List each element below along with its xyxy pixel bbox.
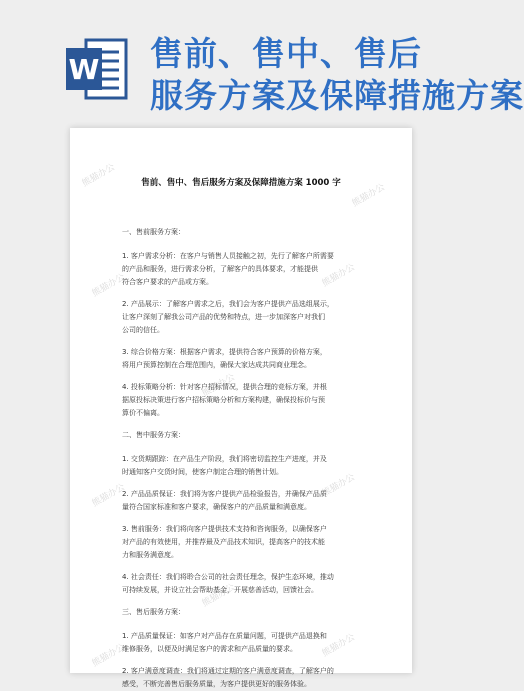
paragraph [122, 453, 365, 479]
paragraph-line: 3. 售前服务：我们将向客户提供技术支持和咨询服务，以确保客户 [122, 525, 327, 533]
paragraph [122, 381, 365, 420]
paragraph-line: 维修服务，以便及时满足客户的需求和产品质量的要求。 [122, 645, 297, 653]
paragraph [122, 298, 365, 337]
paragraph-line: 3. 综合价格方案：根据客户需求，提供符合客户预算的价格方案， [122, 348, 327, 356]
document-body [122, 226, 365, 691]
paragraph-line: 2. 产品品质保证：我们将为客户提供产品检验报告，并确保产品质 [122, 490, 327, 498]
watermark-text: 熊猫办公 [200, 582, 237, 610]
paragraph-line: 可持续发展，并设立社会帮助基金，开展慈善活动，回馈社会。 [122, 586, 318, 594]
paragraph-line: 时通知客户交货时间，使客户制定合理的销售计划。 [122, 468, 283, 476]
paragraph [122, 606, 365, 619]
paragraph-line: 公司的信任。 [122, 326, 164, 334]
paragraph-line: 力和服务满意度。 [122, 551, 178, 559]
document-title: 售前、售中、售后服务方案及保障措施方案 1000 字 [141, 178, 341, 188]
watermark-text: 熊猫办公 [320, 632, 357, 660]
paragraph-line: 4. 社会责任：我们将聆合公司的社会责任理念，保护生态环境，推动 [122, 573, 334, 581]
document-page [70, 128, 412, 688]
paragraph [122, 523, 365, 562]
watermark-text: 熊猫办公 [90, 482, 127, 510]
paragraph [122, 346, 365, 372]
paragraph-line: 感受，不断完善售后服务质量，为客户提供更好的服务体验。 [122, 680, 311, 688]
paragraph [122, 665, 365, 691]
banner-title-line2: 服务方案及保障措施方案 [150, 76, 524, 115]
paragraph-line: 将用户预算控制在合理范围内，确保大家达成共同商业理念。 [122, 361, 311, 369]
paragraph-line: 的产品和服务，进行需求分析，了解客户的具体要求，才能提供 [122, 265, 318, 273]
paragraph-line: 二、售中服务方案： [122, 431, 185, 439]
paragraph-line: 据原投标决策进行客户招标策略分析和方案构建，确保投标价与预 [122, 396, 325, 404]
paragraph-line: 1. 客户需求分析：在客户与销售人员接触之初，先行了解客户所需要 [122, 252, 334, 260]
paragraph-line: 让客户深刻了解我公司产品的优势和特点，进一步加深客户对我们 [122, 313, 325, 321]
paragraph-line: 对产品的有效使用，并推荐最及产品技术知识，提高客户的技术能 [122, 538, 325, 546]
paragraph-line: 量符合国家标准和客户要求，确保客户的产品质量和满意度。 [122, 503, 311, 511]
watermark-text: 熊猫办公 [320, 262, 357, 290]
paragraph [122, 571, 365, 597]
paragraph [122, 429, 365, 442]
word-letter: W [68, 53, 100, 86]
banner [0, 0, 524, 120]
paragraph-line: 1. 交货期跟踪：在产品生产阶段，我们将密切监控生产进度，并及 [122, 455, 327, 463]
watermark-text: 熊猫办公 [90, 642, 127, 670]
paragraph-line: 4. 投标策略分析：针对客户招标情况，提供合理的竞标方案，并根 [122, 383, 327, 391]
word-doc-icon [62, 34, 132, 104]
banner-title-line1: 售前、售中、售后 [150, 34, 422, 73]
paragraph-line: 符合客户要求的产品或方案。 [122, 278, 213, 286]
paragraph [122, 226, 365, 239]
paragraph-line: 算价不偏离。 [122, 409, 164, 417]
paragraph-line: 三、售后服务方案： [122, 608, 185, 616]
paragraph-line: 2. 产品展示：了解客户需求之后，我们会为客户提供产品选组展示， [122, 300, 334, 308]
watermark-text: 熊猫办公 [350, 182, 387, 210]
watermark-text: 熊猫办公 [200, 372, 237, 400]
paragraph-line: 1. 产品质量保证：如客户对产品存在质量问题，可提供产品退换和 [122, 632, 327, 640]
watermark-text: 熊猫办公 [90, 272, 127, 300]
watermark-text: 熊猫办公 [80, 162, 117, 190]
paragraph-line: 2. 客户满意度调查：我们将通过定期的客户满意度调查，了解客户的 [122, 667, 334, 675]
paragraph-line: 一、售前服务方案： [122, 228, 185, 236]
watermark-text: 熊猫办公 [320, 472, 357, 500]
